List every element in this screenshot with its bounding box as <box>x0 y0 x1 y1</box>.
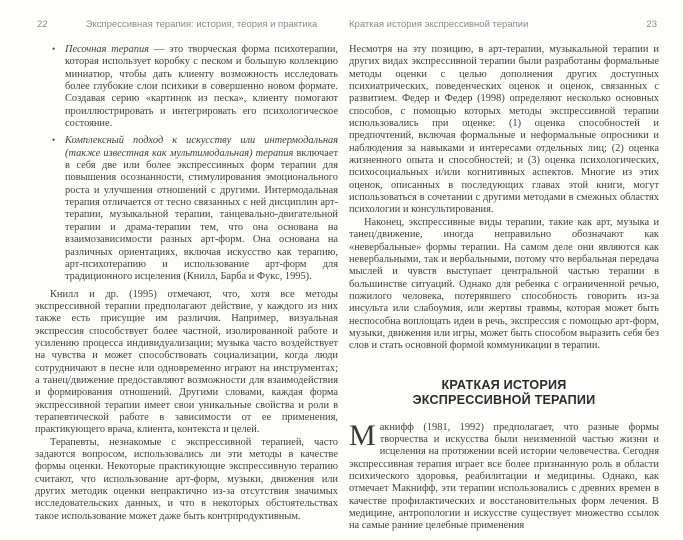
bullet-icon: • <box>52 44 56 54</box>
paragraph-therapists: Терапевты, незнакомые с экспрессивной терапией, часто задаются вопросом, использовались ли эти методы в качестве формы оценки. Некоторые практикующие экспрессивную терапию считают, что использование арт-форм, музыки, движения или других методик оценки непрактично из-за отсутствия значимых исследовательских данных, и что в некоторых обстоятельствах такое использование может даже быть контрпродуктивным. <box>35 436 338 522</box>
bullet-lead: Песочная терапия <box>65 44 149 55</box>
section-heading-line1: КРАТКАЯ ИСТОРИЯ <box>441 377 567 392</box>
bullet-list <box>35 44 338 284</box>
page-left <box>35 19 338 523</box>
bullet-icon: • <box>52 135 56 146</box>
paragraph-mcniff-dropcap: Макнифф (1981, 1992) предполагает, что разные формы творчества и искусства были неизменной частью жизни и исцеления на протяжении всей истории человечества. Сегодня экспрессивная терапия играет все более признанную роль в области психического здоровья, реабилитации и медицины. Однако, как отмечает Макнифф, эти терапии использовались с древних времен в качестве профилактических и восстановительных форм лечения. В медицине, антропологии и искусстве существует множество ссылок на самые ранние целебные применения <box>349 418 659 532</box>
page-right <box>349 19 659 533</box>
page-number-right: 23 <box>646 19 657 30</box>
page-number-left: 22 <box>37 19 48 30</box>
bullet-text: — это творческая форма психотерапии, которая использует коробку с песком и большую коллекцию миниатюр, чтобы дать клиенту возможность исследовать более глубокие слои психики в совершенно новом формате. Создавая серию «картинок из песка», клиенту помогают проиллюстрировать и интегрировать его психологическое состояние. <box>65 44 338 130</box>
left-page-body <box>35 44 338 523</box>
bullet-lead: Комплексный подход к искусству или интермодальная (также известная как мультимодальная) терапия <box>65 135 338 159</box>
paragraph-knill: Книлл и др. (1995) отмечают, что, хотя все методы экспрессивной терапии предполагают действие, у каждого из них также есть присущие им различия. Например, визуальная экспрессия способствует более частной, изолированной работе и усилению процесса индивидуализации; музыка часто воздействует на чувства и может способствовать социализации, когда люди сотрудничают в песне или одновременно играют на инструментах; а танец/движение предоставляют возможности для взаимодействия и формирования отношений. Другими словами, каждая форма экспрессивной терапии имеет свои уникальные свойства и роли в терапевтической работе в зависимости от ее применения, практикующего врача, клиента, контекста и целей. <box>35 288 338 436</box>
section-heading-line2: ЭКСПРЕССИВНОЙ ТЕРАПИИ <box>412 393 596 408</box>
running-title-right: Краткая история экспрессивной терапии <box>349 19 529 30</box>
bullet-text: включает в себя две или более экспрессивных форм терапии для повышения осознанности, стимулирования эмоционального роста и улучшения отношений с другими. Интермодальная терапия отличается от тесно связанных с ней дисциплин арт-терапии, музыкальной терапии, танцевально-двигательной терапии и драма-терапии тем, что она основана на взаимозависимости разных арт-форм. Она основана на различных ориентациях, включая искусство как терапию, арт-психотерапию и использование арт-форм для традиционного исцеления (Книлл, Барба и Фукс, 1995). <box>65 147 338 283</box>
list-item-intermodal-therapy <box>52 135 338 283</box>
section-heading <box>349 378 659 409</box>
running-head-right <box>349 19 659 32</box>
running-head-left <box>35 19 338 32</box>
paragraph-assessment: Несмотря на эту позицию, в арт-терапии, музыкальной терапии и других видах экспрессивной терапии были разработаны формальные методы оценки с целью дополнения других доступных психиатрических, поведенческих оценок и оценок, связанных с развитием. Федер и Федер (1998) определяют несколько основных способов, с помощью которых методы экспрессивной терапии использовались при оценке: (1) оценка способностей и предпочтений, включая формальные и неформальные опросники и наблюдения за навыками и интересами отдельных лиц; (2) оценка жизненного опыта и способностей; и (3) оценка психологических, психосоциальных и/или когнитивных аспектов. Многие из этих оценок, описанных в последующих главах этой книги, могут использоваться в сочетании с другими методами в смежных областях психологии и консультирования. <box>349 44 659 216</box>
list-item-sand-therapy <box>52 44 338 130</box>
paragraph-nonverbal: Наконец, экспрессивные виды терапии, такие как арт, музыка и танец/движение, иногда неправильно обозначают как «невербальные» формы терапии. На самом деле они являются как невербальными, так и вербальными, потому что вербальная передача мыслей и чувств выступает центральной частью терапии в большинстве ситуаций. Однако для ребенка с ограниченной речью, пожилого человека, потерявшего способность говорить из-за инсульта или слабоумия, или жертвы травмы, которая может быть неспособна воплощать идеи в речь, экспрессия с помощью арт-форм, музыки, движения или игры, может быть способом выразить себя без слов и стать основной формой коммуникации в терапии. <box>349 216 659 352</box>
right-page-body <box>349 44 659 533</box>
running-title-left: Экспрессивная терапия: история, теория и практика <box>85 19 318 30</box>
